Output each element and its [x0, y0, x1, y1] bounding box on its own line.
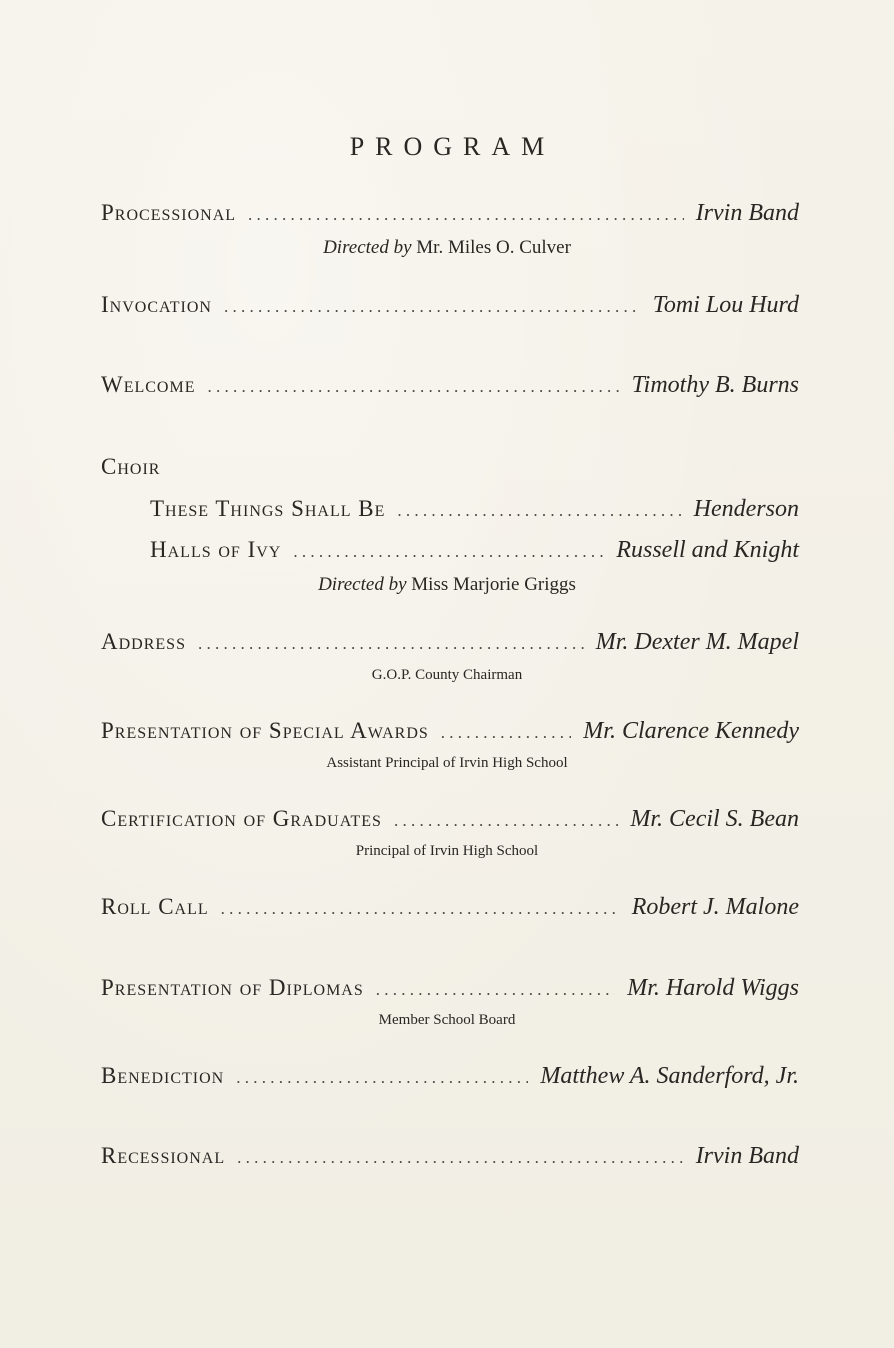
item-label: Presentation of Special Awards: [101, 718, 429, 743]
dot-leader: [248, 205, 684, 225]
program-item-special-awards: [101, 718, 799, 752]
dot-leader: [376, 980, 615, 1000]
item-performer: Irvin Band: [695, 1143, 799, 1169]
program-item-diplomas: [101, 975, 799, 1009]
dot-leader: [198, 634, 584, 654]
item-performer: Mr. Harold Wiggs: [627, 975, 799, 1001]
item-label: Choir: [101, 454, 161, 479]
item-label: Benediction: [101, 1063, 225, 1088]
program-subitem-these-things-shall-be: [150, 496, 799, 530]
program-item-roll-call: [101, 894, 799, 928]
item-performer: Henderson: [693, 496, 799, 522]
item-label: Address: [101, 629, 186, 654]
item-note: Member School Board: [378, 1012, 516, 1028]
item-label: Roll Call: [101, 894, 209, 919]
item-performer: Tomi Lou Hurd: [652, 292, 799, 318]
item-performer: Mr. Dexter M. Mapel: [595, 629, 799, 655]
item-label: Welcome: [101, 372, 196, 397]
item-performer: Matthew A. Sanderford, Jr.: [540, 1063, 799, 1089]
item-label: Invocation: [101, 292, 212, 317]
program-item-invocation: [101, 292, 799, 326]
program-item-recessional: [101, 1143, 799, 1177]
program-item-address: [101, 629, 799, 663]
item-performer: Robert J. Malone: [631, 894, 799, 920]
note-text: Miss Marjorie Griggs: [411, 574, 576, 595]
dot-leader: [441, 723, 571, 743]
program-item-certification: [101, 806, 799, 840]
program-item-benediction: [101, 1063, 799, 1097]
note-prefix: Directed by: [323, 237, 412, 258]
program-item-processional: [101, 200, 799, 234]
dot-leader: [207, 377, 619, 397]
item-note: [0, 237, 894, 259]
program-item-choir: [101, 454, 799, 488]
item-note: Assistant Principal of Irvin High School: [326, 755, 568, 771]
item-label: Presentation of Diplomas: [101, 975, 364, 1000]
item-performer: Timothy B. Burns: [631, 372, 799, 398]
item-performer: Russell and Knight: [616, 537, 799, 563]
dot-leader: [224, 297, 641, 317]
item-label: Certification of Graduates: [101, 806, 382, 831]
note-text: Mr. Miles O. Culver: [416, 237, 571, 258]
item-label: Halls of Ivy: [150, 537, 282, 562]
note-prefix: Directed by: [318, 574, 407, 595]
item-label: Processional: [101, 200, 237, 225]
item-label: These Things Shall Be: [150, 496, 386, 521]
item-performer: Irvin Band: [695, 200, 799, 226]
dot-leader: [237, 1148, 684, 1168]
item-label: Recessional: [101, 1143, 226, 1168]
item-note: [0, 574, 894, 596]
dot-leader: [236, 1068, 528, 1088]
item-note: G.O.P. County Chairman: [371, 667, 523, 683]
program-subitem-halls-of-ivy: [150, 537, 799, 571]
item-note: Principal of Irvin High School: [355, 843, 539, 859]
dot-leader: [293, 542, 604, 562]
item-performer: Mr. Clarence Kennedy: [583, 718, 799, 744]
dot-leader: [397, 501, 681, 521]
dot-leader: [394, 811, 618, 831]
dot-leader: [221, 899, 620, 919]
item-performer: Mr. Cecil S. Bean: [630, 806, 799, 832]
program-item-welcome: [101, 372, 799, 406]
page-title: PROGRAM: [349, 132, 556, 161]
